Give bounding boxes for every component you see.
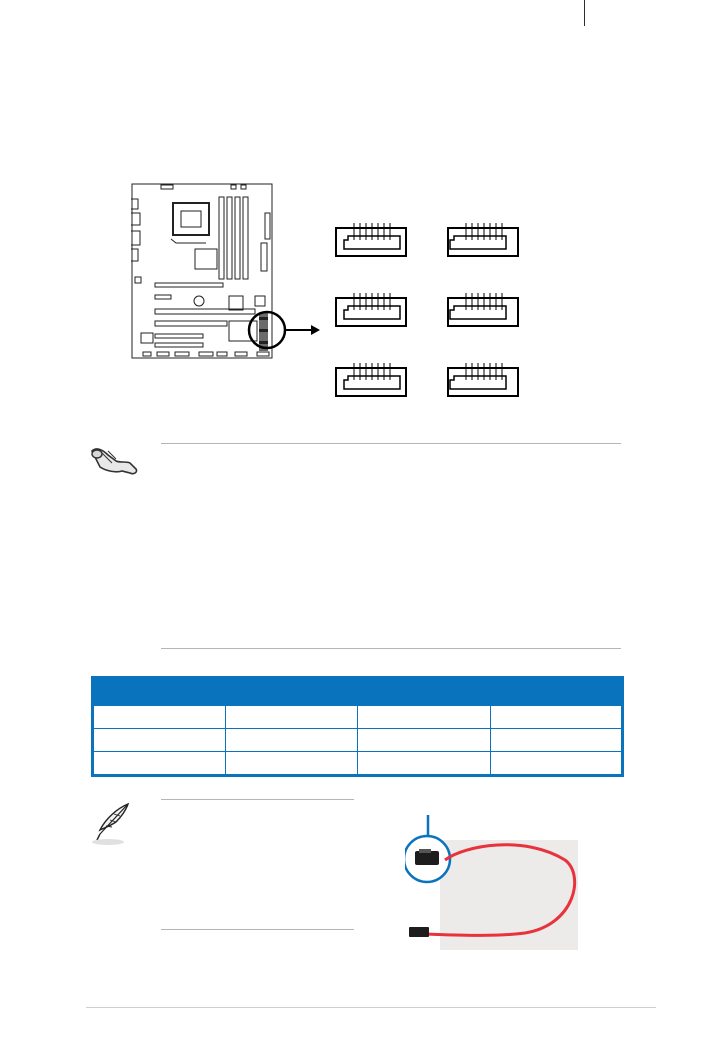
sata-connector-outline xyxy=(336,293,406,326)
table-header-row xyxy=(93,678,623,706)
table-header-cell xyxy=(358,678,491,706)
board-outline xyxy=(132,184,272,358)
cable-connector-plain xyxy=(409,927,429,937)
table-cell xyxy=(490,729,623,752)
table-header-cell xyxy=(93,678,226,706)
table-header-cell xyxy=(490,678,623,706)
sata-cable-photo xyxy=(405,815,580,955)
table-cell xyxy=(93,729,226,752)
note-bottom-rule xyxy=(161,648,621,649)
motherboard-layout-diagram xyxy=(131,183,321,363)
sata-connector-outline xyxy=(448,363,518,396)
table-row xyxy=(93,729,623,752)
sata-connector-outline xyxy=(448,223,518,256)
table-header-cell xyxy=(225,678,358,706)
note-top-rule xyxy=(161,443,621,444)
table-cell xyxy=(93,706,226,729)
table-cell xyxy=(225,752,358,776)
table-cell xyxy=(490,706,623,729)
warning-hand-icon xyxy=(86,441,142,477)
table-row xyxy=(93,706,623,729)
header-divider-line xyxy=(584,0,585,26)
table-cell xyxy=(358,752,491,776)
note2-top-rule xyxy=(161,799,354,800)
port-table xyxy=(91,676,624,777)
table-cell xyxy=(225,706,358,729)
sata-connector-outline xyxy=(448,293,518,326)
table-cell xyxy=(358,729,491,752)
sata-connector-outline xyxy=(336,223,406,256)
footer-rule xyxy=(86,1007,656,1008)
table-cell xyxy=(93,752,226,776)
table-cell xyxy=(358,706,491,729)
note2-bottom-rule xyxy=(161,929,354,930)
table-cell xyxy=(225,729,358,752)
table-row xyxy=(93,752,623,776)
note-feather-icon xyxy=(88,800,140,848)
sata-connectors-diagram xyxy=(330,208,530,413)
table-cell xyxy=(490,752,623,776)
cable-connector-latched xyxy=(415,851,439,865)
sata-connector-outline xyxy=(336,363,406,396)
